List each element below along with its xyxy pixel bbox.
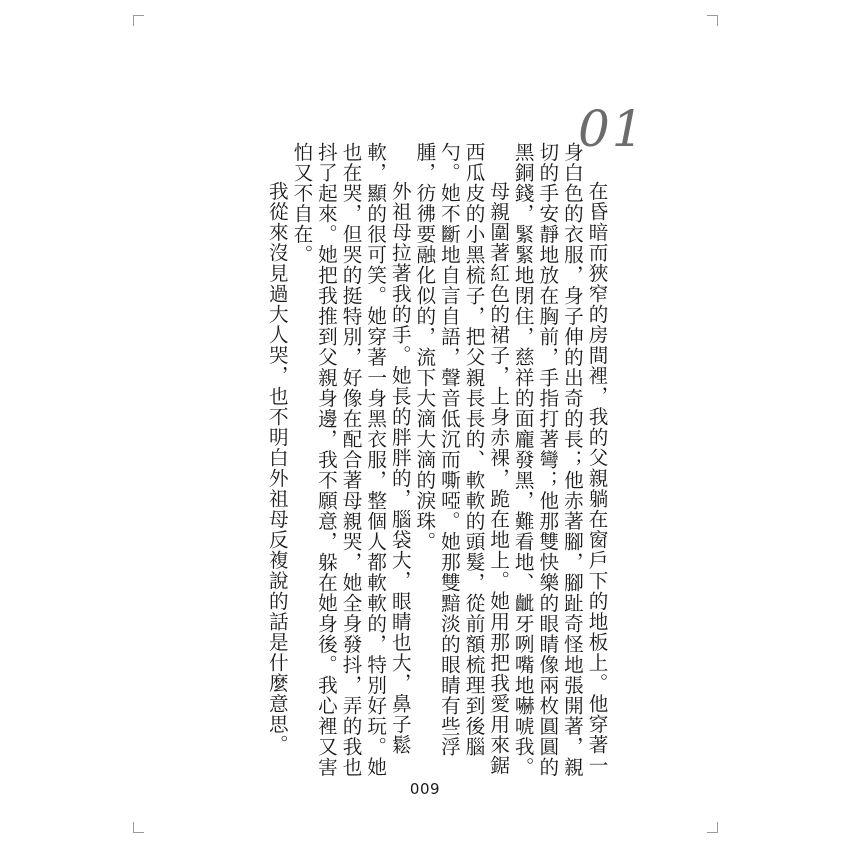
paragraph-2: 母親圍著紅色的裙子，上身赤裸，跪在地上。她用那把我愛用來鋸西瓜皮的小黑梳子，把父親長長的、軟軟的頭髮，從前額梳理到後腦勺。她不斷地自言自語，聲音低沉而嘶啞。她那雙黯淡的眼睛有些浮腫，彷彿要融化似的，流下大滴大滴的淚珠。 [412, 142, 510, 776]
body-text [188, 142, 608, 782]
paragraph-3: 外祖母拉著我的手。她長的胖胖的，腦袋大，眼睛也大，鼻子鬆軟，顯的很可笑。她穿著一身黑衣服，整個人都軟軟的，特別好玩。她也在哭，但哭的挺特別，好像在配合著母親哭，她全身發抖，弄的我也抖了起來。她把我推到父親身邊，我不願意，躲在她身後。我心裡又害怕又不自在。 [289, 142, 412, 778]
page-number: 009 [409, 780, 441, 798]
crop-mark-top-left [133, 15, 144, 26]
crop-mark-bottom-right [707, 822, 718, 833]
crop-mark-bottom-left [133, 822, 144, 833]
paragraph-4: 我從來沒見過大人哭，也不明白外祖母反複說的話是什麼意思。 [265, 181, 289, 756]
chapter-number: 01 [578, 100, 646, 158]
crop-mark-top-right [707, 15, 718, 26]
paragraph-1: 在昏暗而狹窄的房間裡，我的父親躺在窗戶下的地板上。他穿著一身白色的衣服，身子伸的出奇的長；他赤著腳，腳趾奇怪地張開著，親切的手安靜地放在胸前，手指打著彎；他那雙快樂的眼睛像兩枚圓圓的黑銅錢，緊緊地閉住，慈祥的面龐發黑，難看地、齜牙咧嘴地嚇唬我。 [511, 142, 608, 778]
